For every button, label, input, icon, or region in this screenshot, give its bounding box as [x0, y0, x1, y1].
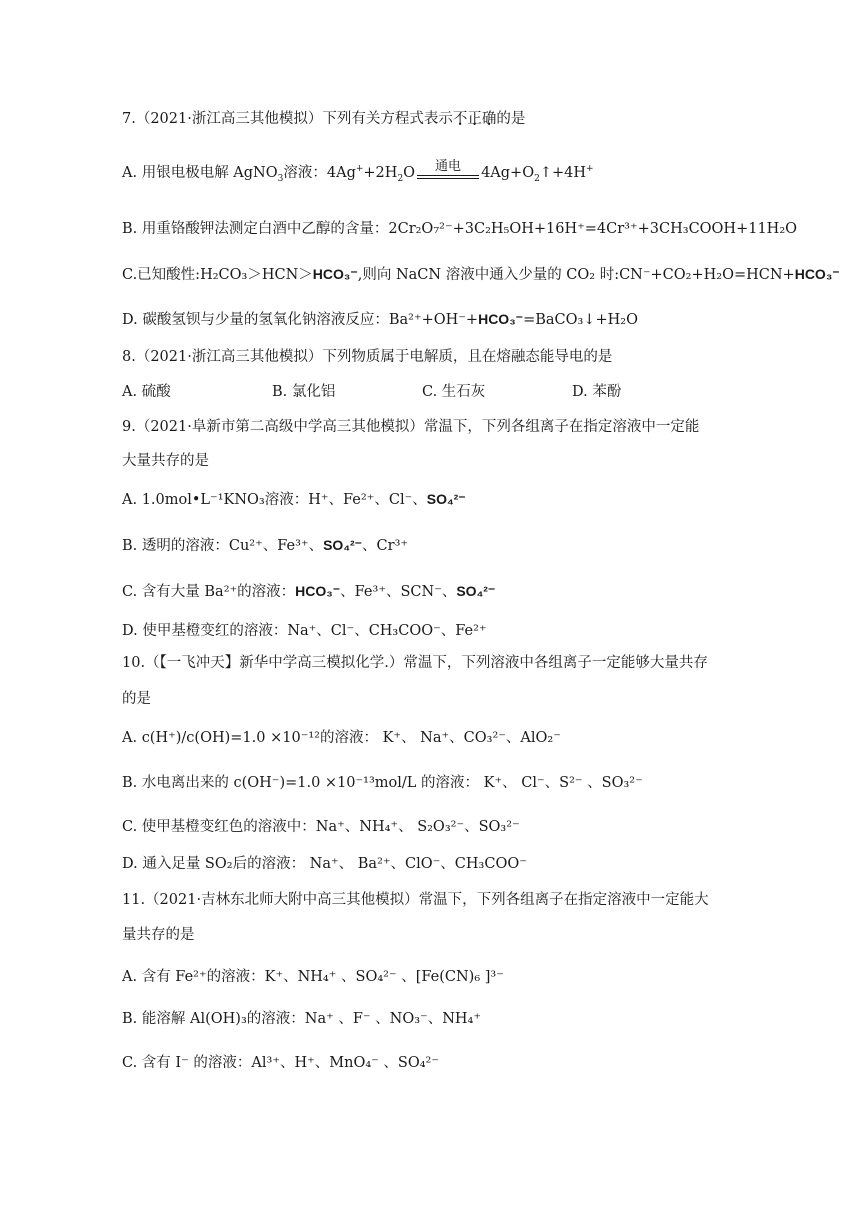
question-10-option-b: B. 水电离出来的 c(OH⁻)=1.0 ×10⁻¹³mol/L 的溶液： K⁺、 Cl⁻、S²⁻ 、SO₃²⁻: [122, 775, 643, 791]
question-8-options: [122, 381, 800, 403]
question-9-option-a: [122, 488, 800, 511]
superscript: +: [585, 164, 594, 175]
q7-c-text: C.已知酸性:H₂CO₃＞HCN＞: [122, 267, 313, 283]
emphasis-char: 确: [481, 111, 497, 127]
question-11-option-a: A. 含有 Fe²⁺的溶液：K⁺、NH₄⁺ 、SO₄²⁻ 、[Fe(CN)₆ ]³⁻: [122, 969, 504, 985]
q8-option-c: C. 生石灰: [422, 384, 486, 400]
q9-a-text: A. 1.0mol•L⁻¹KNO₃溶液：H⁺、Fe²⁺、Cl⁻、: [122, 492, 427, 508]
question-7-stem: [122, 108, 800, 130]
sulfate-ion: SO₄²⁻: [426, 491, 466, 507]
q9-c-text: 、Fe³⁺、SCN⁻、: [340, 584, 457, 600]
q8-option-a: A. 硫酸: [122, 384, 171, 400]
question-11-stem-line2: 量共存的是: [122, 927, 195, 943]
bicarbonate-ion: HCO₃⁻: [295, 583, 341, 599]
q9-b-text: B. 透明的溶液：Cu²⁺、Fe³⁺、: [122, 538, 324, 554]
q7-a-text: A. 用银电极电解 AgNO: [122, 165, 278, 181]
bicarbonate-ion: HCO₃⁻: [794, 266, 840, 282]
q9-c-text: C. 含有大量 Ba²⁺的溶液：: [122, 584, 296, 600]
question-9-option-c: [122, 580, 800, 603]
q9-b-text: 、Cr³⁺: [362, 538, 409, 554]
question-10-option-a: A. c(H⁺)/c(OH)=1.0 ×10⁻¹²的溶液： K⁺、 Na⁺、CO₃²⁻、AlO₂⁻: [122, 730, 561, 746]
q7-a-text: 4Ag+O: [481, 165, 535, 181]
sulfate-ion: SO₄²⁻: [456, 583, 496, 599]
subscript: 2: [534, 173, 540, 184]
question-9-option-d: D. 使甲基橙变红的溶液：Na⁺、Cl⁻、CH₃COO⁻、Fe²⁺: [122, 623, 487, 639]
question-11-option-b: B. 能溶解 Al(OH)₃的溶液：Na⁺ 、F⁻ 、NO₃⁻、NH₄⁺: [122, 1011, 482, 1027]
subscript: 2: [397, 173, 404, 184]
q7-d-text: =BaCO₃↓+H₂O: [523, 312, 638, 328]
equals-bar: [417, 175, 479, 176]
q7-stem-text: 7.（2021·浙江高三其他模拟）下列有关方程式表示: [122, 111, 453, 127]
q7-a-text: ↑+4H: [539, 165, 586, 181]
question-10-option-d: D. 通入足量 SO₂后的溶液： Na⁺、 Ba²⁺、ClO⁻、CH₃COO⁻: [122, 856, 527, 872]
q7-d-text: D. 碳酸氢钡与少量的氢氧化钠溶液反应：Ba²⁺+OH⁻+: [122, 312, 479, 328]
condition-label: 通电: [435, 159, 462, 174]
sulfate-ion: SO₄²⁻: [323, 537, 363, 553]
q7-c-text: ,则向 NaCN 溶液中通入少量的 CO₂ 时:CN⁻+CO₂+H₂O=HCN+: [357, 267, 795, 283]
bicarbonate-ion: HCO₃⁻: [312, 266, 358, 282]
superscript: +: [355, 164, 364, 175]
question-9-option-b: [122, 534, 800, 557]
bicarbonate-ion: HCO₃⁻: [478, 311, 524, 327]
q7-stem-end: 的是: [496, 111, 526, 127]
question-9-stem-line1: 9.（2021·阜新市第二高级中学高三其他模拟）常温下，下列各组离子在指定溶液中一定能: [122, 419, 700, 435]
emphasis-char: 正: [467, 111, 482, 127]
q8-option-d: D. 苯酚: [572, 384, 622, 400]
question-10-stem-line1: 10.（【一飞冲天】新华中学高三模拟化学.）常温下，下列溶液中各组离子一定能够大量共存: [122, 655, 708, 671]
equals-bar: [417, 178, 479, 179]
question-10-option-c: C. 使甲基橙变红色的溶液中：Na⁺、NH₄⁺、 S₂O₃²⁻、SO₃²⁻: [122, 819, 520, 835]
q7-a-text: 溶液：4Ag: [283, 165, 356, 181]
q7-a-text: +2H: [363, 165, 398, 181]
question-7-option-c: [122, 263, 840, 286]
question-11-stem-line1: 11.（2021·吉林东北师大附中高三其他模拟）常温下，下列各组离子在指定溶液中一定能大: [122, 892, 709, 908]
question-7-option-b: B. 用重铬酸钾法测定白酒中乙醇的含量：2Cr₂O₇²⁻+3C₂H₅OH+16H⁺=4Cr³⁺+3CH₃COOH+11H₂O: [122, 221, 798, 237]
question-8-stem: 8.（2021·浙江高三其他模拟）下列物质属于电解质，且在熔融态能导电的是: [122, 349, 613, 365]
electrolysis-condition-arrow: [417, 159, 479, 184]
question-10-stem-line2: 的是: [122, 691, 151, 707]
q7-a-text: O: [403, 165, 416, 181]
subscript: 3: [277, 173, 284, 184]
question-11-option-c: C. 含有 I⁻ 的溶液：Al³⁺、H⁺、MnO₄⁻ 、SO₄²⁻: [122, 1055, 440, 1071]
q8-option-b: B. 氯化铝: [272, 384, 336, 400]
emphasis-char: 不: [452, 111, 468, 127]
question-7-option-d: [122, 308, 800, 331]
question-7-option-a: [122, 159, 800, 184]
question-9-stem-line2: 大量共存的是: [122, 453, 209, 469]
